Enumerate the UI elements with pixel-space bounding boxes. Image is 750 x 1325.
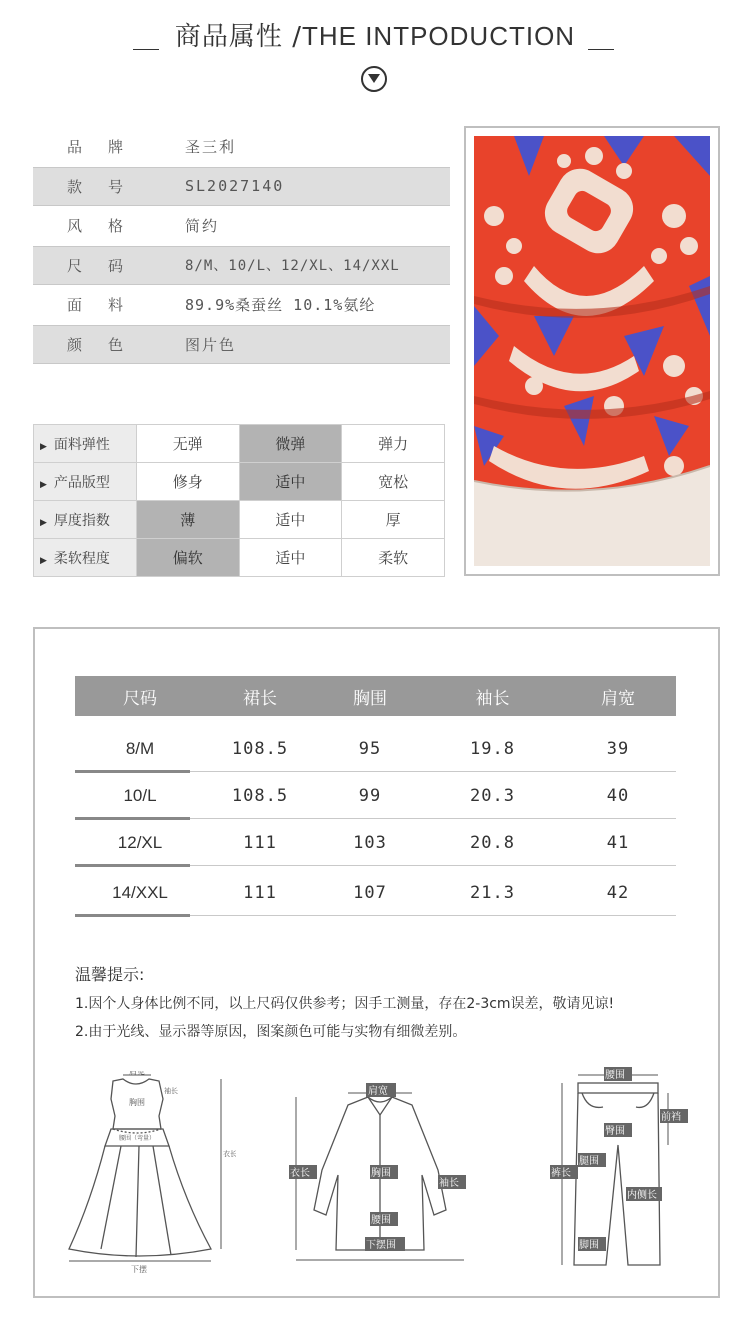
cell-sleeve: 19.8 xyxy=(470,738,515,759)
index-label-text: 厚度指数 xyxy=(53,512,110,529)
index-label xyxy=(34,539,137,577)
index-option: 修身 xyxy=(136,463,239,501)
attribute-row xyxy=(33,127,450,167)
index-row xyxy=(34,463,445,501)
size-chart-panel xyxy=(33,627,720,1298)
attribute-key: 品牌 xyxy=(67,138,150,157)
cell-sleeve: 20.3 xyxy=(470,785,515,806)
attribute-key: 尺码 xyxy=(67,256,150,275)
attribute-table xyxy=(33,127,450,364)
index-option: 厚 xyxy=(342,501,445,539)
page-title xyxy=(0,14,750,59)
shirt-waist-label: 腰围 xyxy=(371,1215,391,1226)
pants-waist-label: 腰围 xyxy=(605,1070,625,1081)
attribute-value: 8/M、10/L、12/XL、14/XXL xyxy=(185,258,400,275)
cell-shoulder: 40 xyxy=(606,785,630,806)
attribute-row xyxy=(33,325,450,365)
index-option-selected: 偏软 xyxy=(136,539,239,577)
header-chest: 胸围 xyxy=(353,688,387,709)
shirt-sleeve-label: 袖长 xyxy=(439,1178,459,1189)
index-option-selected: 适中 xyxy=(239,463,342,501)
row-underline xyxy=(75,914,190,917)
attribute-key: 款号 xyxy=(67,177,150,196)
header-skirt-length: 裙长 xyxy=(243,688,277,709)
index-option: 弹力 xyxy=(342,425,445,463)
attribute-key: 面料 xyxy=(67,296,150,315)
attribute-row xyxy=(33,246,450,286)
table-row xyxy=(75,820,676,866)
dress-sleeve-label: 袖长 xyxy=(164,1087,178,1095)
cell-chest: 107 xyxy=(353,882,387,903)
attribute-row xyxy=(33,167,450,207)
pants-leg-opening-label: 脚围 xyxy=(579,1240,599,1251)
cell-shoulder: 42 xyxy=(606,882,630,903)
index-label xyxy=(34,501,137,539)
row-underline xyxy=(75,864,190,867)
title-cn: 商品属性 xyxy=(174,22,283,52)
header-right-rule xyxy=(588,49,614,50)
shirt-length-label: 衣长 xyxy=(290,1168,310,1179)
shirt-chest-label: 胸围 xyxy=(371,1168,391,1179)
cell-shoulder: 39 xyxy=(606,738,630,759)
cell-size: 12/XL xyxy=(117,832,163,852)
cell-chest: 103 xyxy=(353,832,387,853)
index-option: 宽松 xyxy=(342,463,445,501)
dress-shoulder-label: 肩宽 xyxy=(129,1071,145,1076)
attribute-value: SL2027140 xyxy=(185,177,285,196)
attribute-key: 颜色 xyxy=(67,335,150,354)
index-label-text: 面料弹性 xyxy=(53,436,110,453)
attribute-value: 圣三利 xyxy=(185,138,237,157)
attribute-row xyxy=(33,285,450,325)
size-table-header xyxy=(75,676,676,716)
pants-diagram xyxy=(548,1065,688,1279)
shirt-hem-label: 下摆围 xyxy=(366,1240,396,1251)
fabric-image xyxy=(474,136,710,566)
index-option-selected: 微弹 xyxy=(239,425,342,463)
header-shoulder: 肩宽 xyxy=(601,688,635,709)
pants-rise-label: 前裆 xyxy=(661,1112,681,1123)
index-option: 适中 xyxy=(239,539,342,577)
cell-size: 8/M xyxy=(125,738,155,758)
cell-size: 10/L xyxy=(123,785,157,805)
index-label-text: 柔软程度 xyxy=(53,550,110,567)
pants-inseam-label: 内侧长 xyxy=(627,1190,657,1201)
table-row xyxy=(75,773,676,819)
shirt-diagram xyxy=(288,1075,468,1269)
index-row xyxy=(34,425,445,463)
pants-thigh-label: 腿围 xyxy=(579,1156,599,1167)
chevron-down-icon xyxy=(361,66,387,92)
dress-length-label: 衣长 xyxy=(223,1150,236,1158)
cell-chest: 95 xyxy=(358,738,382,759)
header-size: 尺码 xyxy=(123,688,157,709)
section-header xyxy=(0,14,750,58)
title-separator: / xyxy=(292,22,302,52)
index-option: 柔软 xyxy=(342,539,445,577)
triangle-right-icon: ▶ xyxy=(40,479,47,490)
tip-line: 2.由于光线、显示器等原因，图案颜色可能与实物有细微差别。 xyxy=(75,1024,467,1040)
cell-skirt-length: 111 xyxy=(243,882,277,903)
cell-skirt-length: 108.5 xyxy=(231,785,289,806)
index-label xyxy=(34,463,137,501)
attribute-key: 风格 xyxy=(67,217,150,236)
attribute-value: 图片色 xyxy=(185,335,237,354)
cell-skirt-length: 111 xyxy=(243,832,277,853)
shirt-shoulder-label: 肩宽 xyxy=(368,1086,388,1097)
index-option: 无弹 xyxy=(136,425,239,463)
index-row xyxy=(34,501,445,539)
cell-sleeve: 20.8 xyxy=(470,832,515,853)
title-en: THE INTPODUCTION xyxy=(301,21,576,51)
table-row xyxy=(75,726,676,772)
fabric-index-grid xyxy=(33,424,445,577)
index-row xyxy=(34,539,445,577)
index-option-selected: 薄 xyxy=(136,501,239,539)
cell-skirt-length: 108.5 xyxy=(231,738,289,759)
cell-size: 14/XXL xyxy=(112,882,168,902)
cell-chest: 99 xyxy=(358,785,382,806)
index-label xyxy=(34,425,137,463)
attribute-value: 89.9%桑蚕丝 10.1%氨纶 xyxy=(185,296,376,315)
tip-line: 1.因个人身体比例不同，以上尺码仅供参考；因手工测量，存在2-3cm误差，敬请见谅! xyxy=(75,996,615,1012)
dress-waist-label: 腰围（弯量） xyxy=(119,1135,156,1142)
attribute-value: 简约 xyxy=(185,217,220,236)
triangle-right-icon: ▶ xyxy=(40,555,47,566)
cell-sleeve: 21.3 xyxy=(470,882,515,903)
table-row xyxy=(75,870,676,916)
dress-chest-label: 胸围 xyxy=(129,1098,145,1107)
dress-hem-label: 下摆 xyxy=(131,1265,147,1274)
header-left-rule xyxy=(133,49,159,50)
triangle-right-icon: ▶ xyxy=(40,441,47,452)
dress-diagram xyxy=(61,1071,236,1280)
cell-shoulder: 41 xyxy=(606,832,630,853)
attribute-row xyxy=(33,206,450,246)
index-option: 适中 xyxy=(239,501,342,539)
pants-length-label: 裤长 xyxy=(551,1168,571,1179)
pants-hip-label: 臀围 xyxy=(605,1126,625,1137)
header-sleeve: 袖长 xyxy=(475,688,510,709)
index-label-text: 产品版型 xyxy=(53,474,110,491)
fabric-photo xyxy=(464,126,720,576)
triangle-right-icon: ▶ xyxy=(40,517,47,528)
tips-title: 温馨提示: xyxy=(75,965,145,984)
